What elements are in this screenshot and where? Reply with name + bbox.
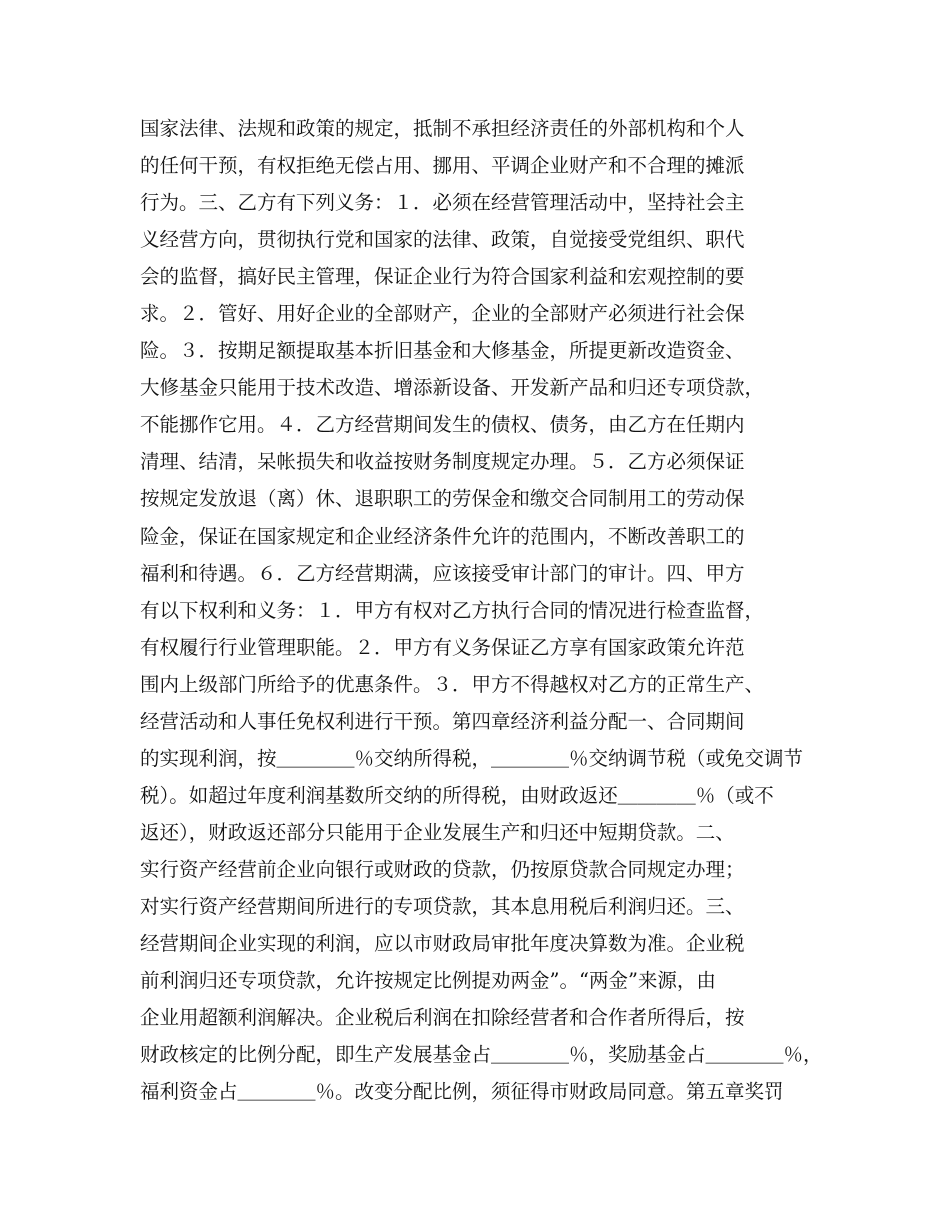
text-line: 大修基金只能用于技术改造、增添新设备、开发新产品和归还专项贷款，	[140, 376, 765, 400]
text-line: 有权履行行业管理职能。２．甲方有义务保证乙方享有国家政策允许范	[140, 635, 745, 659]
text-line: 的任何干预，有权拒绝无偿占用、挪用、平调企业财产和不合理的摊派	[140, 154, 745, 178]
text-line: 险。３．按期足额提取基本折旧基金和大修基金，所提更新改造资金、	[140, 339, 745, 363]
text-line: 不能挪作它用。４．乙方经营期间发生的债权、债务，由乙方在任期内	[140, 413, 745, 437]
text-line: 国家法律、法规和政策的规定，抵制不承担经济责任的外部机构和个人	[140, 117, 745, 140]
text-line: 前利润归还专项贷款，允许按规定比例提劝两金”。“两金”来源，由	[140, 969, 716, 993]
text-line: 险金，保证在国家规定和企业经济条件允许的范围内，不断改善职工的	[140, 524, 745, 548]
text-line: 返还），财政返还部分只能用于企业发展生产和归还中短期贷款。二、	[140, 820, 735, 844]
text-line: 福利资金占＿＿＿＿％。改变分配比例，须征得市财政局同意。第五章奖罚	[140, 1080, 784, 1104]
text-line: 财政核定的比例分配，即生产发展基金占＿＿＿＿％，奖励基金占＿＿＿＿％，	[140, 1043, 823, 1067]
text-line: 有以下权利和义务：１．甲方有权对乙方执行合同的情况进行检查监督，	[140, 598, 765, 622]
text-line: 的实现利润，按＿＿＿＿％交纳所得税，＿＿＿＿％交纳调节税（或免交调节	[140, 746, 804, 770]
text-line: 义经营方向，贯彻执行党和国家的法律、政策，自觉接受党组织、职代	[140, 228, 745, 252]
text-line: 清理、结清，呆帐损失和收益按财务制度规定办理。５．乙方必须保证	[140, 450, 745, 474]
text-line: 经营活动和人事任免权利进行干预。第四章经济利益分配一、合同期间	[140, 709, 745, 733]
text-line: 税）。如超过年度利润基数所交纳的所得税，由财政返还＿＿＿＿％（或不	[140, 783, 774, 807]
text-line: 对实行资产经营期间所进行的专项贷款，其本息用税后利润归还。三、	[140, 894, 745, 918]
text-line: 求。２．管好、用好企业的全部财产，企业的全部财产必须进行社会保	[140, 302, 745, 326]
text-line: 会的监督，搞好民主管理，保证企业行为符合国家利益和宏观控制的要	[140, 265, 745, 289]
text-line: 围内上级部门所给予的优惠条件。３．甲方不得越权对乙方的正常生产、	[140, 672, 765, 696]
text-line: 企业用超额利润解决。企业税后利润在扣除经营者和合作者所得后，按	[140, 1006, 745, 1030]
text-line: 实行资产经营前企业向银行或财政的贷款，仍按原贷款合同规定办理；	[140, 857, 745, 881]
text-line: 按规定发放退（离）休、退职职工的劳保金和缴交合同制用工的劳动保	[140, 487, 745, 511]
text-line: 经营期间企业实现的利润，应以市财政局审批年度决算数为准。企业税	[140, 932, 745, 956]
text-line: 福利和待遇。６．乙方经营期满，应该接受审计部门的审计。四、甲方	[140, 561, 745, 585]
text-line: 行为。三、乙方有下列义务：１．必须在经营管理活动中，坚持社会主	[140, 191, 745, 215]
body-text	[140, 110, 830, 1110]
